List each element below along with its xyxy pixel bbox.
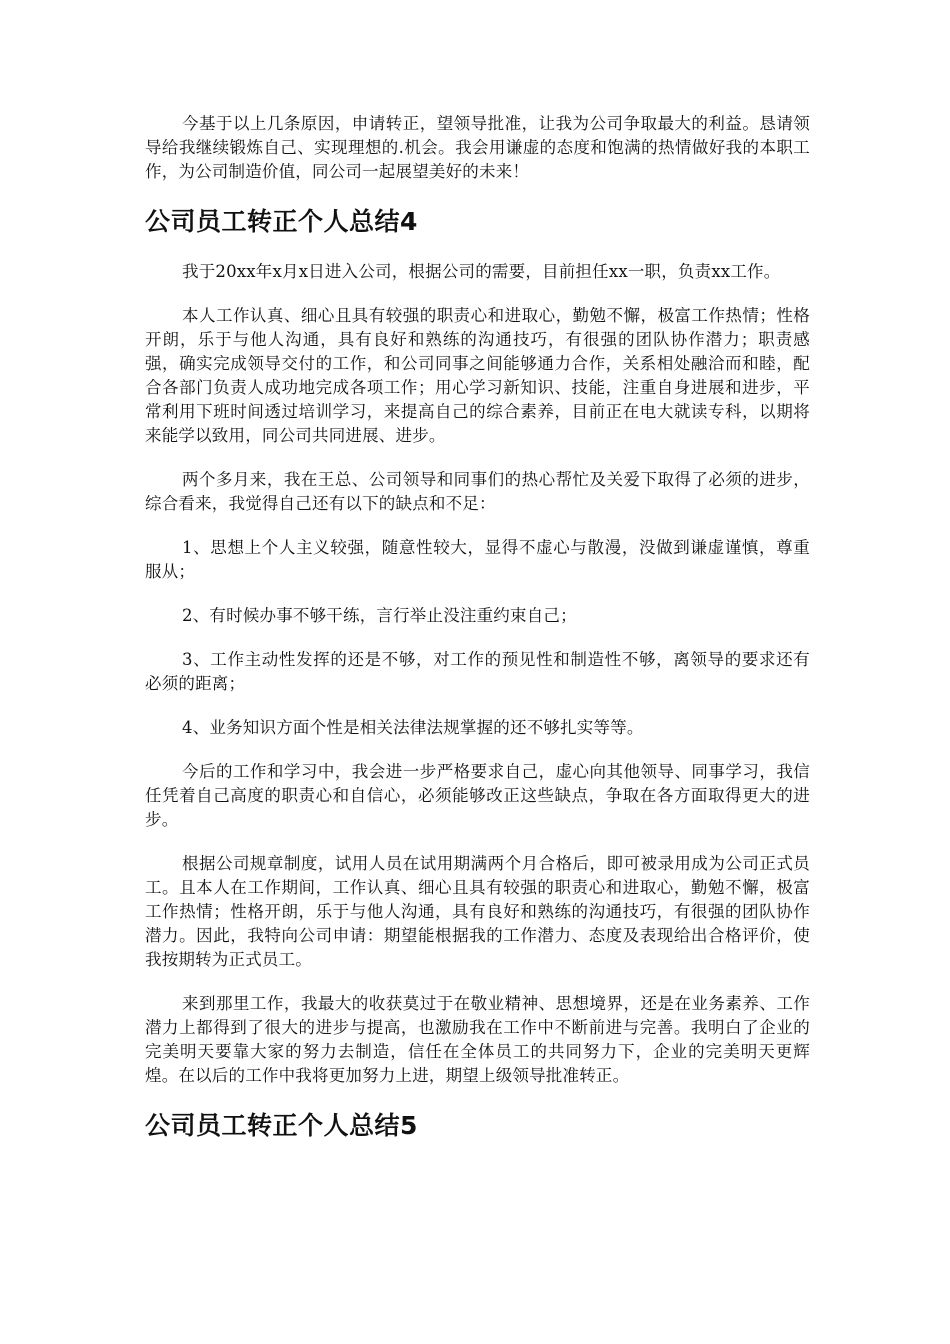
section-4-paragraph-9: 根据公司规章制度，试用人员在试用期满两个月合格后，即可被录用成为公司正式员工。且本人在工作期间，工作认真、细心且具有较强的职责心和进取心，勤勉不懈，极富工作热情；性格开朗，乐于与他人沟通，具有良好和熟练的沟通技巧，有很强的团队协作潜力。因此，我特向公司申请：期望能根据我的工作潜力、态度及表现给出合格评价，使我按期转为正式员工。 — [145, 854, 810, 969]
section-4-paragraph-3: 两个多月来，我在王总、公司领导和同事们的热心帮忙及关爱下取得了必须的进步，综合看来，我觉得自己还有以下的缺点和不足： — [145, 470, 810, 513]
section-4-heading: 公司员工转正个人总结4 — [145, 207, 418, 236]
section-4-paragraph-8: 今后的工作和学习中，我会进一步严格要求自己，虚心向其他领导、同事学习，我信任凭着自己高度的职责心和自信心，必须能够改正这些缺点，争取在各方面取得更大的进步。 — [145, 762, 810, 829]
shortcoming-item-4: 4、业务知识方面个性是相关法律法规掌握的还不够扎实等等。 — [182, 718, 644, 737]
intro-paragraph: 今基于以上几条原因，申请转正，望领导批准，让我为公司争取最大的利益。恳请领导给我继续锻炼自己、实现理想的.机会。我会用谦虚的态度和饱满的热情做好我的本职工作，为公司制造价值，同公司一起展望美好的未来！ — [145, 114, 810, 181]
section-5-heading: 公司员工转正个人总结5 — [145, 1111, 418, 1140]
shortcoming-item-1: 1、思想上个人主义较强，随意性较大，显得不虚心与散漫，没做到谦虚谨慎，尊重服从； — [145, 538, 810, 581]
section-4-paragraph-1: 我于20xx年x月x日进入公司，根据公司的需要，目前担任xx一职，负责xx工作。 — [182, 262, 781, 281]
section-4-paragraph-2: 本人工作认真、细心且具有较强的职责心和进取心，勤勉不懈，极富工作热情；性格开朗，乐于与他人沟通，具有良好和熟练的沟通技巧，有很强的团队协作潜力；职责感强，确实完成领导交付的工作，和公司同事之间能够通力合作，关系相处融洽而和睦，配合各部门负责人成功地完成各项工作；用心学习新知识、技能，注重自身进展和进步，平常利用下班时间透过培训学习，来提高自己的综合素养，目前正在电大就读专科，以期将来能学以致用，同公司共同进展、进步。 — [145, 306, 810, 445]
shortcoming-item-2: 2、有时候办事不够干练，言行举止没注重约束自己； — [182, 606, 577, 625]
shortcoming-item-3: 3、工作主动性发挥的还是不够，对工作的预见性和制造性不够，离领导的要求还有必须的距离； — [145, 650, 810, 693]
document-page — [145, 112, 810, 1164]
section-4-paragraph-10: 来到那里工作，我最大的收获莫过于在敬业精神、思想境界，还是在业务素养、工作潜力上都得到了很大的进步与提高，也激励我在工作中不断前进与完善。我明白了企业的完美明天要靠大家的努力去制造，信任在全体员工的共同努力下，企业的完美明天更辉煌。在以后的工作中我将更加努力上进，期望上级领导批准转正。 — [145, 994, 810, 1085]
